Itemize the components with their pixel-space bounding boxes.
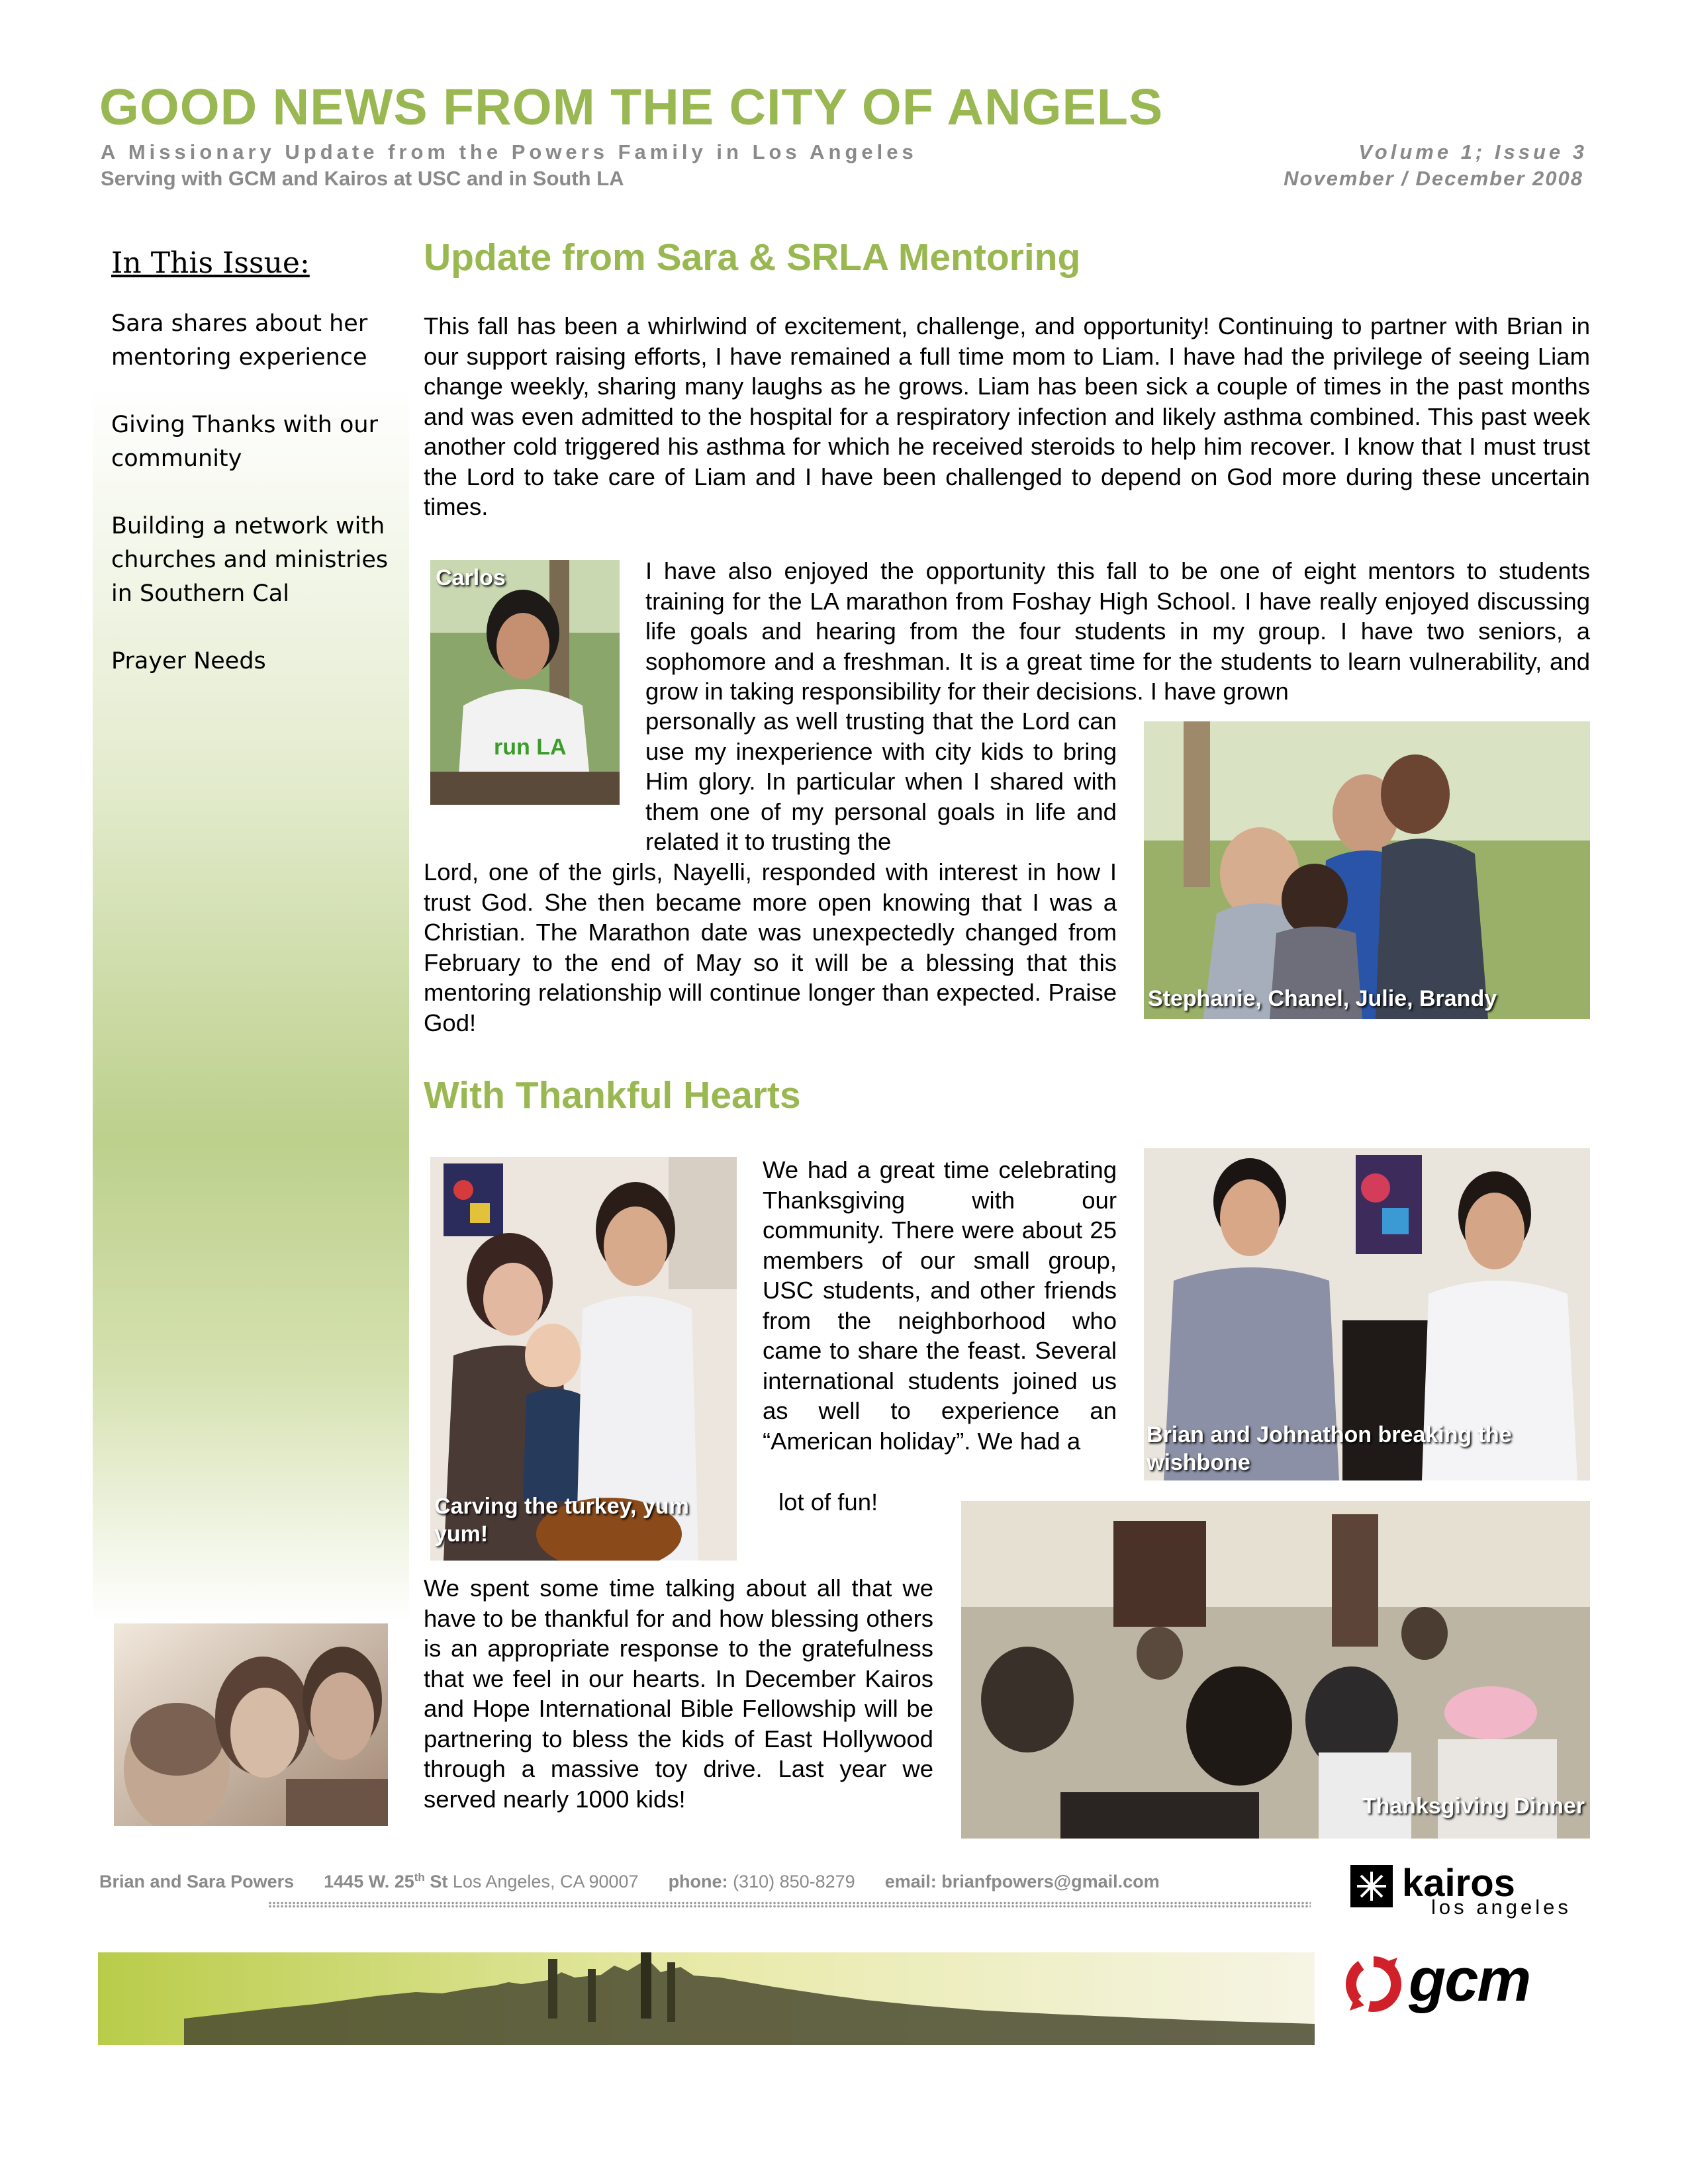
article2-paragraph2 xyxy=(424,1573,933,1814)
gcm-logo-text: gcm xyxy=(1409,1946,1530,2014)
contact-footer xyxy=(99,1871,1160,1892)
kairos-logo-subtitle: los angeles xyxy=(1431,1895,1571,1919)
article1-paragraph1 xyxy=(424,311,1590,522)
gcm-logo-icon xyxy=(1340,1951,1407,2017)
la-skyline-banner xyxy=(98,1952,1315,2045)
paragraph-text: personally as well trusting that the Lord can use my inexperience with city kids to bring Him glory. In particular when I shared with them one of my personal goals in life and related it to trusting the xyxy=(645,707,1117,855)
newsletter-title: GOOD NEWS FROM THE CITY OF ANGELS xyxy=(99,79,1164,136)
newsletter-subtitle: A Missionary Update from the Powers Family in Los Angeles xyxy=(101,140,917,163)
thanksgiving-dinner-photo xyxy=(961,1501,1590,1839)
footer-email[interactable]: brianfpowers@gmail.com xyxy=(941,1872,1160,1891)
mentoring-group-photo xyxy=(1144,721,1590,1019)
toc-item: Giving Thanks with our community xyxy=(111,412,378,472)
paragraph-text: I have also enjoyed the opportunity this fall to be one of eight mentors to students training for the LA marathon from Foshay High School. I have really enjoyed discussing life goals and hearing from the four students in my group. I have two seniors, a sophomore and a freshman. It is a great time for the students to learn vulnerability, and grow in taking responsibility for their decisions. I have grown xyxy=(645,557,1590,705)
wishbone-photo xyxy=(1144,1148,1590,1480)
family-photo xyxy=(114,1623,388,1826)
kairos-logo-text: kairos xyxy=(1402,1862,1515,1905)
photo-caption: Carlos xyxy=(436,565,506,590)
in-this-issue-heading: In This Issue: xyxy=(111,246,310,280)
article1-title: Update from Sara & SRLA Mentoring xyxy=(424,236,1081,279)
photo-caption: Carving the turkey, yum yum! xyxy=(434,1494,689,1547)
footer-address-number: 1445 W. 25 xyxy=(324,1872,414,1891)
volume-issue: Volume 1; Issue 3 xyxy=(1358,140,1587,163)
footer-street: St xyxy=(430,1872,448,1891)
carving-turkey-photo xyxy=(430,1157,737,1561)
paragraph-text: Lord, one of the girls, Nayelli, responded with interest in how I trust God. She then became more open knowing that I was a Christian. The Marathon date was unexpectedly changed from February to the end of May so it will be a blessing that this mentoring relationship will continue longer than expected. Praise God! xyxy=(424,858,1117,1036)
footer-names: Brian and Sara Powers xyxy=(99,1872,295,1891)
footer-phone-label: phone: xyxy=(668,1872,728,1891)
table-of-contents xyxy=(111,307,402,712)
article1-paragraph2a xyxy=(645,556,1590,707)
paragraph-text: We had a great time celebrating Thanksgiving with our community. There were about 25 members of our small group, USC students, and other friends from the neighborhood who came to share the feast. Several international students joined us as well to experience an “American holiday”. We had a xyxy=(763,1156,1117,1455)
shirt-text: run LA xyxy=(494,735,567,760)
issue-date: November / December 2008 xyxy=(1284,167,1583,190)
dotted-divider xyxy=(268,1901,1311,1908)
article2-paragraph1 xyxy=(763,1155,1117,1456)
paragraph-text: This fall has been a whirlwind of excitement, challenge, and opportunity! Continuing to partner with Brian in our support raising efforts, I have remained a full time mom to Liam. I have had the privilege of seeing Liam change weekly, sharing many laughs as he grows. Liam has been sick a couple of times in the past months and was even admitted to the hospital for a respiratory infection and likely asthma combined. This past week another cold triggered his asthma for which he received steroids to help him recover. I know that I must trust the Lord to take care of Liam and I have been challenged to depend on God more during these uncertain times. xyxy=(424,312,1590,520)
toc-item: Prayer Needs xyxy=(111,648,266,674)
article2-paragraph1-end: lot of fun! xyxy=(778,1488,878,1516)
footer-city: Los Angeles, CA 90007 xyxy=(452,1872,639,1891)
photo-caption: Thanksgiving Dinner xyxy=(1362,1794,1585,1819)
kairos-logo-icon xyxy=(1350,1865,1393,1907)
footer-email-label: email: xyxy=(884,1872,937,1891)
article1-paragraph2c xyxy=(424,857,1117,1038)
article2-title: With Thankful Hearts xyxy=(424,1074,801,1116)
photo-caption: Stephanie, Chanel, Julie, Brandy xyxy=(1148,986,1497,1011)
article1-paragraph2b xyxy=(645,706,1117,857)
photo-caption: Brian and Johnathon breaking the wishbone xyxy=(1147,1422,1512,1475)
toc-item: Building a network with churches and ministries in Southern Cal xyxy=(111,513,389,607)
serving-line: Serving with GCM and Kairos at USC and in South LA xyxy=(101,167,624,190)
paragraph-text: We spent some time talking about all that we have to be thankful for and how blessing others is an appropriate response to the gratefulness that we feel in our hearts. In December Kairos and Hope International Bible Fellowship will be partnering to bless the kids of East Hollywood through a massive toy drive. Last year we served nearly 1000 kids! xyxy=(424,1574,933,1813)
footer-phone: (310) 850-8279 xyxy=(733,1872,855,1891)
carlos-photo xyxy=(430,560,620,805)
footer-address-sup: th xyxy=(414,1871,425,1884)
toc-item: Sara shares about her mentoring experience xyxy=(111,310,368,371)
